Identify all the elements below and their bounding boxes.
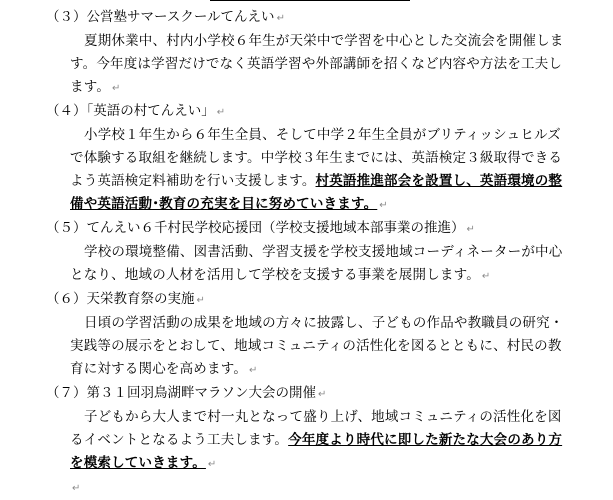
section-paragraph: 日頃の学習活動の成果を地域の方々に披露し、子どもの作品や教職員の研究・実践等の展示をとおして、地域コミュニティの活性化を図るとともに、村民の教育に対する関心を高めます。 ↵ (70, 315, 564, 377)
section-paragraph: 小学校１年生から６年生全員、そして中学２年生全員がブリティッシュヒルズで体験する取組を継続します。中学校３年生までには、英語検定３級取得できるよう英語検定料補助を行い支援します。村英語推進部会を設置し、英語環境の整備や英語活動･教育の充実を目に努めていきます。 ↵ (70, 127, 563, 212)
return-mark-icon: ↵ (249, 365, 258, 376)
return-mark-icon: ↵ (72, 483, 81, 494)
return-mark-icon: ↵ (466, 224, 475, 235)
section-english-village (0, 100, 613, 217)
top-rule (210, 0, 410, 1)
section-summer-school (0, 6, 613, 100)
return-mark-icon: ↵ (481, 271, 491, 282)
return-mark-icon: ↵ (196, 295, 205, 306)
emphasis-text: 今年度より時代に即した新たな大会のあり方を模索していきます。 (70, 432, 563, 471)
return-mark-icon: ↵ (207, 459, 217, 470)
section-heading: （７）第３１回羽鳥湖畔マラソン大会の開催 ↵ (46, 385, 327, 401)
section-paragraph: 夏期休業中、村内小学校６年生が天栄中で学習を中心とした交流会を開催します。今年度は学習だけでなく英語学習や外部講師を招くなど内容や方法を工夫します。 ↵ (70, 33, 564, 95)
section-heading: （４）「英語の村てんえい」 ↵ (46, 103, 226, 119)
return-mark-icon: ↵ (379, 200, 388, 211)
emphasis-text: 村英語推進部会を設置し、英語環境の整備や英語活動･教育の充実を目に努めていきます。 (70, 173, 563, 212)
return-mark-icon: ↵ (276, 13, 285, 24)
section-heading: （３）公営塾サマースクールてんえい ↵ (46, 9, 285, 25)
return-mark-icon: ↵ (112, 83, 121, 94)
section-education-festival (0, 288, 613, 382)
return-mark-icon: ↵ (318, 389, 327, 400)
section-heading: （５）てんえい６千村民学校応援団（学校支援地域本部事業の推進） ↵ (46, 220, 475, 236)
section-marathon (0, 382, 613, 476)
section-school-support (0, 217, 613, 288)
section-heading: （６）天栄教育祭の実施 ↵ (46, 291, 205, 307)
return-mark-icon: ↵ (216, 107, 226, 118)
section-paragraph: 学校の環境整備、図書活動、学習支援を学校支援地域コーディネーターが中心となり、地域の人材を活用して学校を支援する事業を展開します。 ↵ (70, 244, 563, 283)
section-paragraph: 子どもから大人まで村一丸となって盛り上げ、地域コミュニティの活性化を図るイベントとなるよう工夫します。今年度より時代に即した新たな大会のあり方を模索していきます。 ↵ (70, 409, 563, 471)
document-body (0, 6, 613, 498)
empty-line (70, 476, 613, 498)
